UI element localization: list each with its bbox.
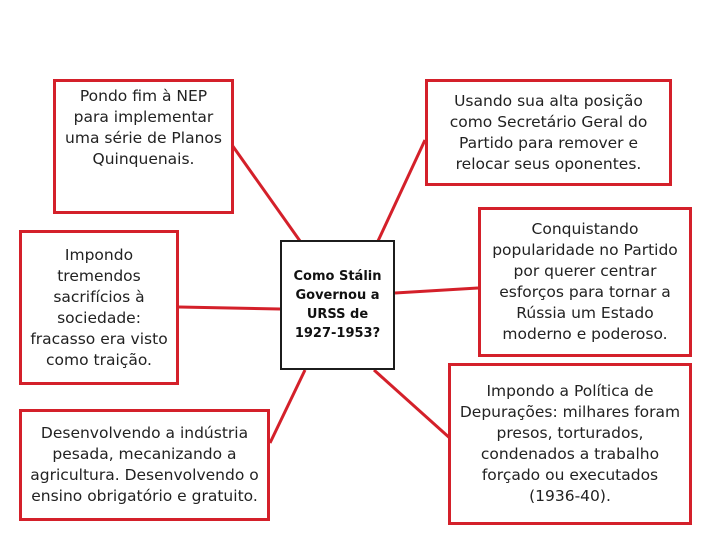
box-popularidade-text: Conquistando popularidade no Partido por querer centrar esforços para tornar a Rússia um Estado moderno e poderoso. [492,220,678,343]
box-sacrificios [19,230,179,385]
box-popularidade [478,207,692,357]
central-question-box [280,240,395,370]
box-secretario-geral [425,79,672,186]
connector-sacrificios [179,307,280,309]
box-industria [19,409,270,521]
connector-depuracoes [374,370,452,440]
connector-nep [232,145,300,241]
box-planos-quinquenais-text: Pondo fim à NEP para implementar uma série de Planos Quinquenais. [65,87,222,168]
connector-popularidade [395,288,478,293]
box-industria-text: Desenvolvendo a indústria pesada, mecanizando a agricultura. Desenvolvendo o ensino obrigatório e gratuito. [30,424,259,505]
central-question-text: Como Stálin Governou a URSS de 1927-1953? [293,269,382,341]
box-planos-quinquenais [53,79,234,214]
box-sacrificios-text: Impondo tremendos sacrifícios à sociedade: fracasso era visto como traição. [30,245,168,369]
box-depuracoes [448,363,692,525]
connector-secretario [378,140,425,241]
connector-industria [270,370,305,443]
box-depuracoes-text: Impondo a Política de Depurações: milhares foram presos, torturados, condenados a trabalho forçado ou executados (1936-40). [459,382,681,505]
box-secretario-geral-text: Usando sua alta posição como Secretário Geral do Partido para remover e relocar seus oponentes. [449,91,648,173]
